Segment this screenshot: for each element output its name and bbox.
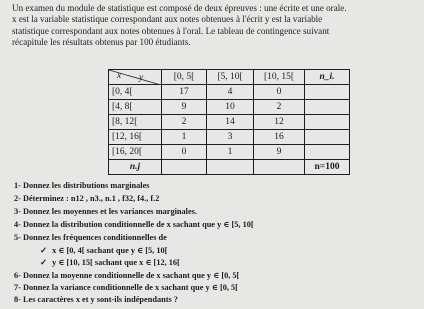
table-cell: [207, 160, 254, 175]
col-header: [10, 15[: [254, 70, 305, 85]
table-cell: 1: [207, 145, 254, 160]
table-cell: 2: [254, 100, 305, 115]
corner-cell: [109, 70, 162, 85]
table-cell: 3: [207, 130, 254, 145]
intro-line-1: Un examen du module de statistique est composé de deux épreuves : une écrite et une orale.: [12, 3, 347, 13]
grand-total: n=100: [305, 160, 350, 175]
table-cell: 1: [162, 130, 207, 145]
table-row: [109, 145, 350, 160]
table-cell: [162, 160, 207, 175]
table-cell: 17: [162, 85, 207, 100]
table-cell: [305, 100, 350, 115]
table-cell: [305, 85, 350, 100]
table-cell: 14: [207, 115, 254, 130]
table-cell: 0: [254, 85, 305, 100]
checkmark-icon: ✓: [40, 258, 47, 267]
table-cell: 16: [254, 130, 305, 145]
table-row: [109, 85, 350, 100]
question-3: 3- Donnez les moyennes et les variances marginales.: [14, 207, 197, 216]
intro-paragraph: [12, 3, 418, 48]
checkmark-icon: ✓: [40, 246, 47, 255]
row-header: [0, 4[: [109, 85, 162, 100]
row-header: [4, 8[: [109, 100, 162, 115]
col-header-ni: n_i.: [305, 70, 350, 85]
question-5-sub-1-text: x ∈ [0, 4[ sachant que y ∈ [5, 10[: [52, 246, 168, 255]
total-row-header: n.j: [109, 160, 162, 175]
row-header: [12, 16[: [109, 130, 162, 145]
table-row: [109, 130, 350, 145]
col-header: [0, 5[: [162, 70, 207, 85]
question-5-sub-2-text: y ∈ [10, 15[ sachant que x ∈ [12, 16[: [52, 258, 180, 267]
question-8: 8- Les caractères x et y sont-ils indépendants ?: [14, 295, 178, 304]
question-5: 5- Donnez les fréquences conditionnelles de: [14, 233, 167, 242]
table-cell: 9: [162, 100, 207, 115]
intro-line-4: récapitule les résultats obtenus par 100 étudiants.: [12, 36, 191, 47]
question-4: 4- Donnez la distribution conditionnelle de x sachant que y ∈ [5, 10[: [14, 220, 254, 229]
table-row: [109, 100, 350, 115]
table-cell: [254, 160, 305, 175]
row-header: [16, 20[: [109, 145, 162, 160]
table-total-row: [109, 160, 350, 175]
question-1: 1- Donnez les distributions marginales: [14, 181, 150, 190]
table-cell: 0: [162, 145, 207, 160]
intro-line-2: x est la variable statistique correspondant aux notes obtenues à l'écrit y est la variable: [12, 14, 323, 25]
question-5-sub-2: [40, 258, 180, 268]
col-header: [5, 10[: [207, 70, 254, 85]
corner-x-label: x: [117, 71, 122, 81]
table-cell: 4: [207, 85, 254, 100]
table-cell: 2: [162, 115, 207, 130]
table-cell: [305, 130, 350, 145]
contingency-table: [108, 69, 350, 175]
table-cell: 9: [254, 145, 305, 160]
corner-y-label: y: [139, 73, 144, 83]
intro-line-3: statistique correspondant aux notes obtenues à l'oral. Le tableau de contingence suivant: [12, 25, 330, 36]
question-6: 6- Donnez la moyenne conditionnelle de x sachant que y ∈ [0, 5[: [14, 271, 240, 280]
table-header-row: [109, 70, 350, 85]
table-cell: 10: [207, 100, 254, 115]
table-cell: 12: [254, 115, 305, 130]
table-cell: [305, 115, 350, 130]
question-7: 7- Donnez la variance conditionnelle de x sachant que y ∈ [0, 5[: [14, 283, 238, 292]
question-2: 2- Déterminez : n12 , n3., n.1 , f32, f4., f.2: [14, 194, 160, 203]
row-header: [8, 12[: [109, 115, 162, 130]
table-row: [109, 115, 350, 130]
question-5-sub-1: [40, 246, 167, 256]
table-cell: [305, 145, 350, 160]
